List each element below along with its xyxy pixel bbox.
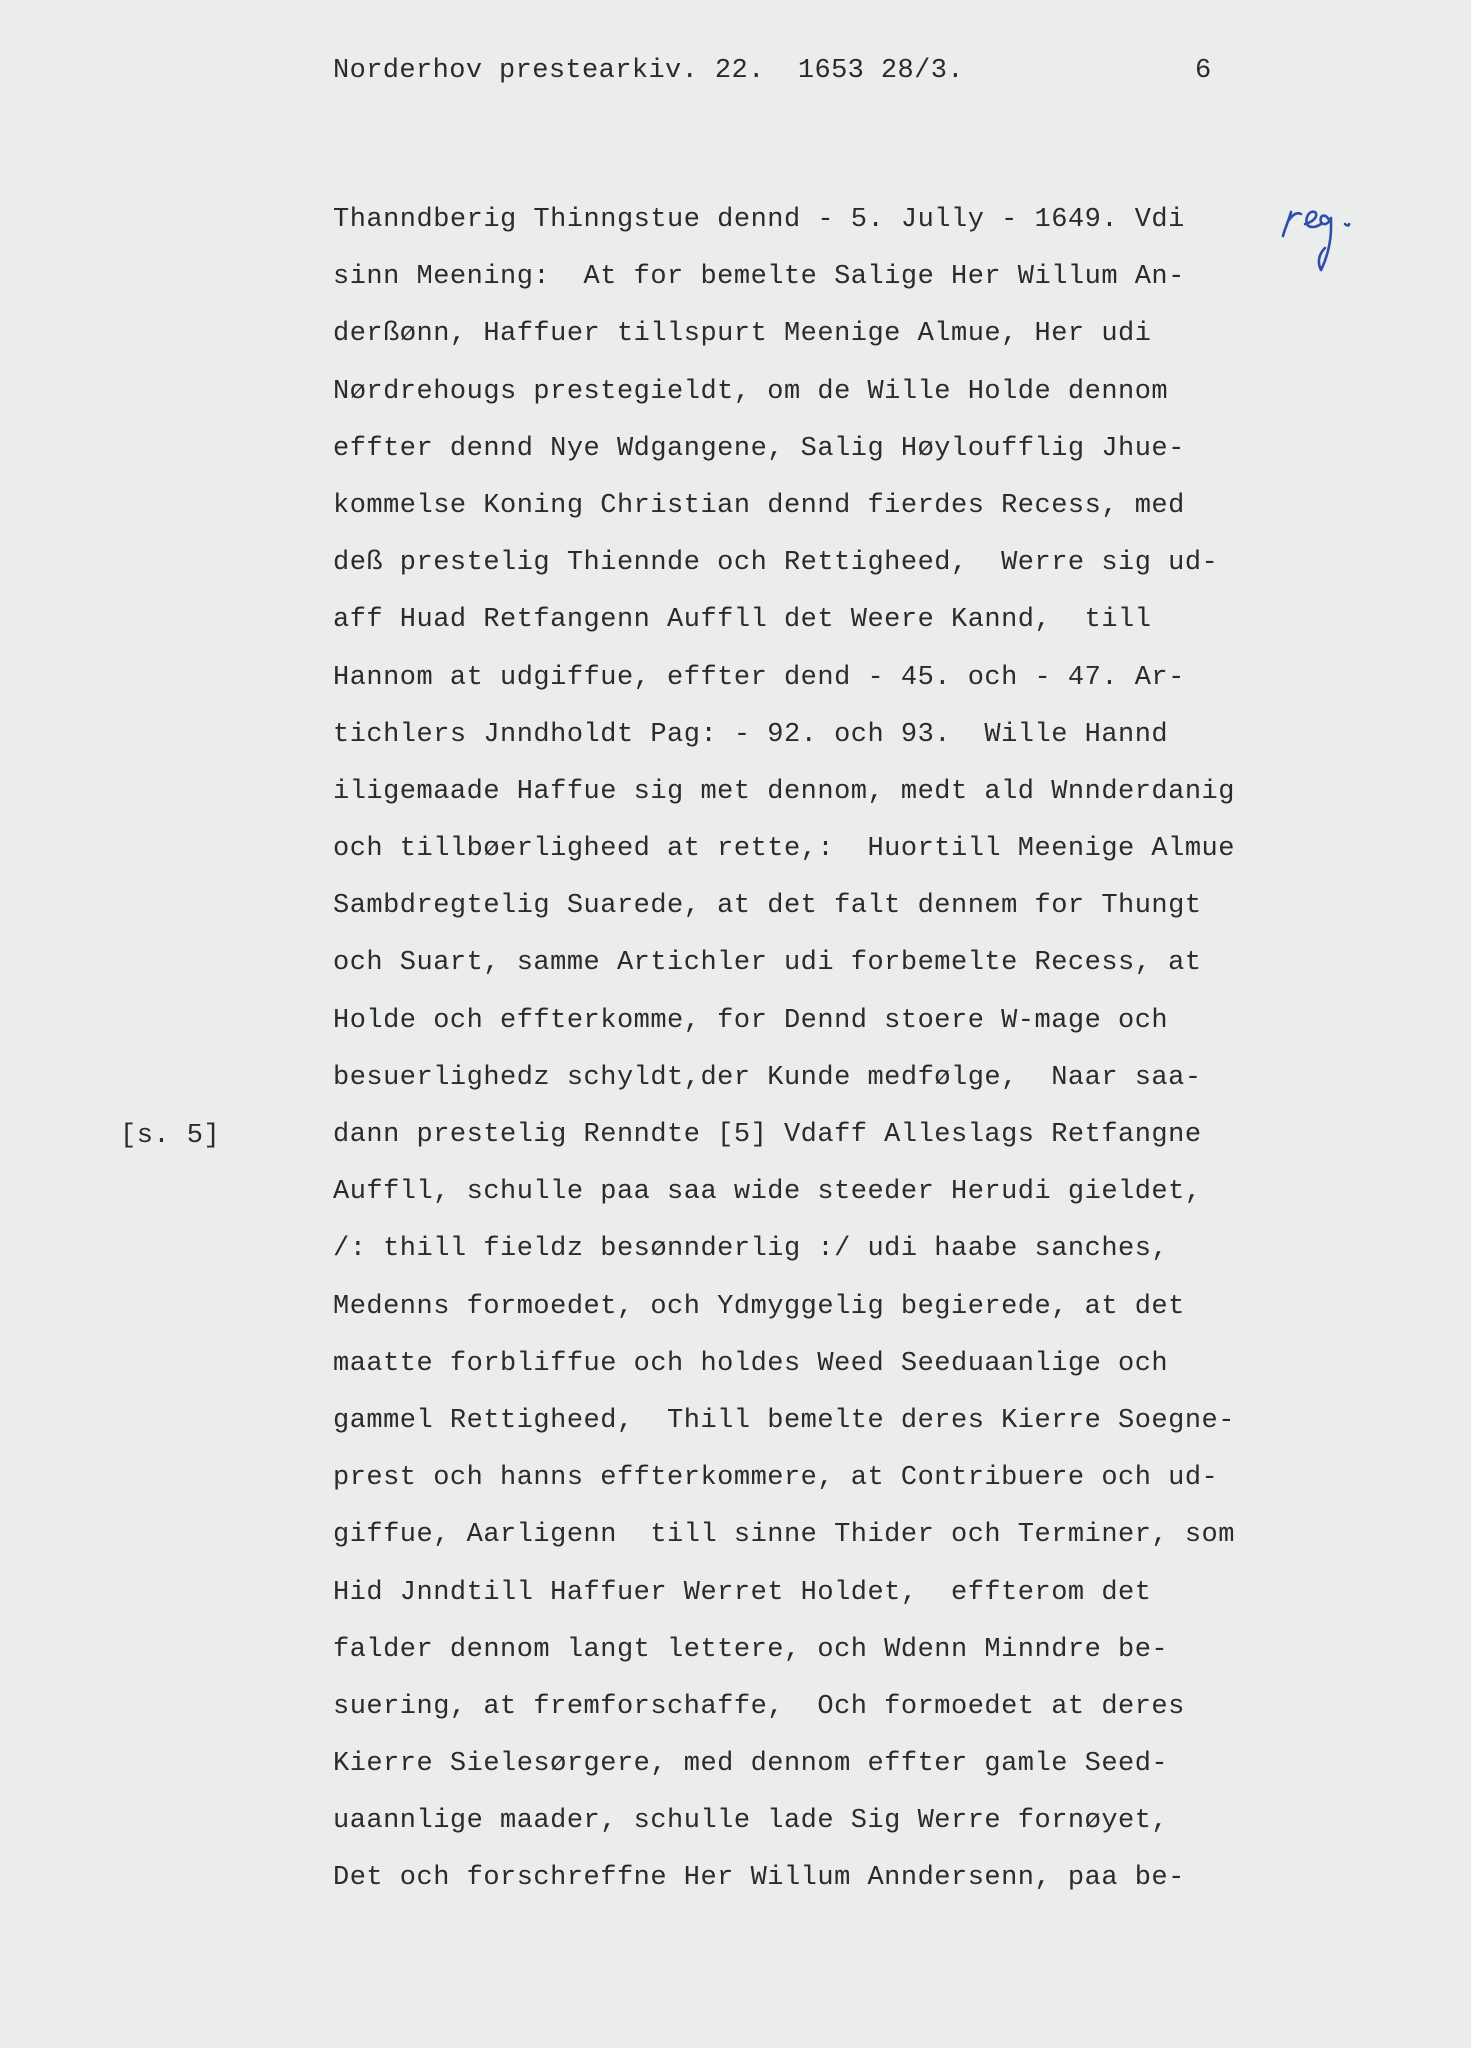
text-line: deß prestelig Thiennde och Rettigheed, Werre sig ud- bbox=[333, 548, 1219, 579]
text-line: iligemaade Haffue sig met dennom, medt ald Wnnderdanig bbox=[333, 776, 1235, 807]
text-line: kommelse Koning Christian dennd fierdes Recess, med bbox=[333, 490, 1185, 521]
text-line: derßønn, Haffuer tillspurt Meenige Almue, Her udi bbox=[333, 319, 1152, 350]
text-line: Hid Jnndtill Haffuer Werret Holdet, effterom det bbox=[333, 1577, 1152, 1608]
text-line: effter dennd Nye Wdgangene, Salig Høyloufflig Jhue- bbox=[333, 433, 1185, 464]
text-line: Medenns formoedet, och Ydmyggelig begierede, at det bbox=[333, 1291, 1185, 1322]
text-line: gammel Rettigheed, Thill bemelte deres Kierre Soegne- bbox=[333, 1405, 1235, 1436]
text-line: dann prestelig Renndte [5] Vdaff Alleslags Retfangne bbox=[333, 1120, 1202, 1150]
text-line: Holde och effterkomme, for Dennd stoere W-mage och bbox=[333, 1005, 1169, 1036]
page-number: 6 bbox=[1195, 56, 1212, 86]
text-line: Det och forschreffne Her Willum Anndersenn, paa be- bbox=[333, 1863, 1185, 1894]
text-line: Nørdrehougs prestegieldt, om de Wille Holde dennom bbox=[333, 376, 1169, 407]
text-line: giffue, Aarligenn till sinne Thider och Terminer, som bbox=[333, 1520, 1235, 1551]
text-line: suering, at fremforschaffe, Och formoedet at deres bbox=[333, 1691, 1185, 1722]
text-line: Thanndberig Thinngstue dennd - 5. Jully - 1649. Vdi bbox=[333, 205, 1185, 235]
archive-header: Norderhov prestearkiv. 22. 1653 28/3. bbox=[333, 56, 964, 86]
text-line: prest och hanns effterkommere, at Contribuere och ud- bbox=[333, 1463, 1219, 1494]
transcription-body bbox=[333, 202, 1343, 1918]
text-line: tichlers Jnndholdt Pag: - 92. och 93. Wille Hannd bbox=[333, 719, 1169, 750]
text-line: och Suart, samme Artichler udi forbemelte Recess, at bbox=[333, 948, 1202, 979]
text-line: Sambdregtelig Suarede, at det falt dennem for Thungt bbox=[333, 891, 1202, 922]
text-line: sinn Meening: At for bemelte Salige Her Willum An- bbox=[333, 262, 1185, 293]
text-line: aff Huad Retfangenn Auffll det Weere Kannd, till bbox=[333, 605, 1152, 636]
text-line: falder dennom langt lettere, och Wdenn Minndre be- bbox=[333, 1634, 1169, 1665]
text-line: maatte forbliffue och holdes Weed Seeduaanlige och bbox=[333, 1348, 1169, 1379]
text-line: och tillbøerligheed at rette,: Huortill Meenige Almue bbox=[333, 834, 1235, 865]
text-line: besuerlighedz schyldt,der Kunde medfølge, Naar saa- bbox=[333, 1062, 1202, 1093]
margin-page-reference: [s. 5] bbox=[120, 1121, 221, 1151]
text-line: Kierre Sielesørgere, med dennom effter gamle Seed- bbox=[333, 1749, 1169, 1780]
text-line: /: thill fieldz besønnderlig :/ udi haabe sanches, bbox=[333, 1234, 1169, 1265]
text-line: uaannlige maader, schulle lade Sig Werre fornøyet, bbox=[333, 1806, 1169, 1837]
text-line: Hannom at udgiffue, effter dend - 45. och - 47. Ar- bbox=[333, 662, 1185, 693]
text-line: Auffll, schulle paa saa wide steeder Herudi gieldet, bbox=[333, 1177, 1202, 1208]
